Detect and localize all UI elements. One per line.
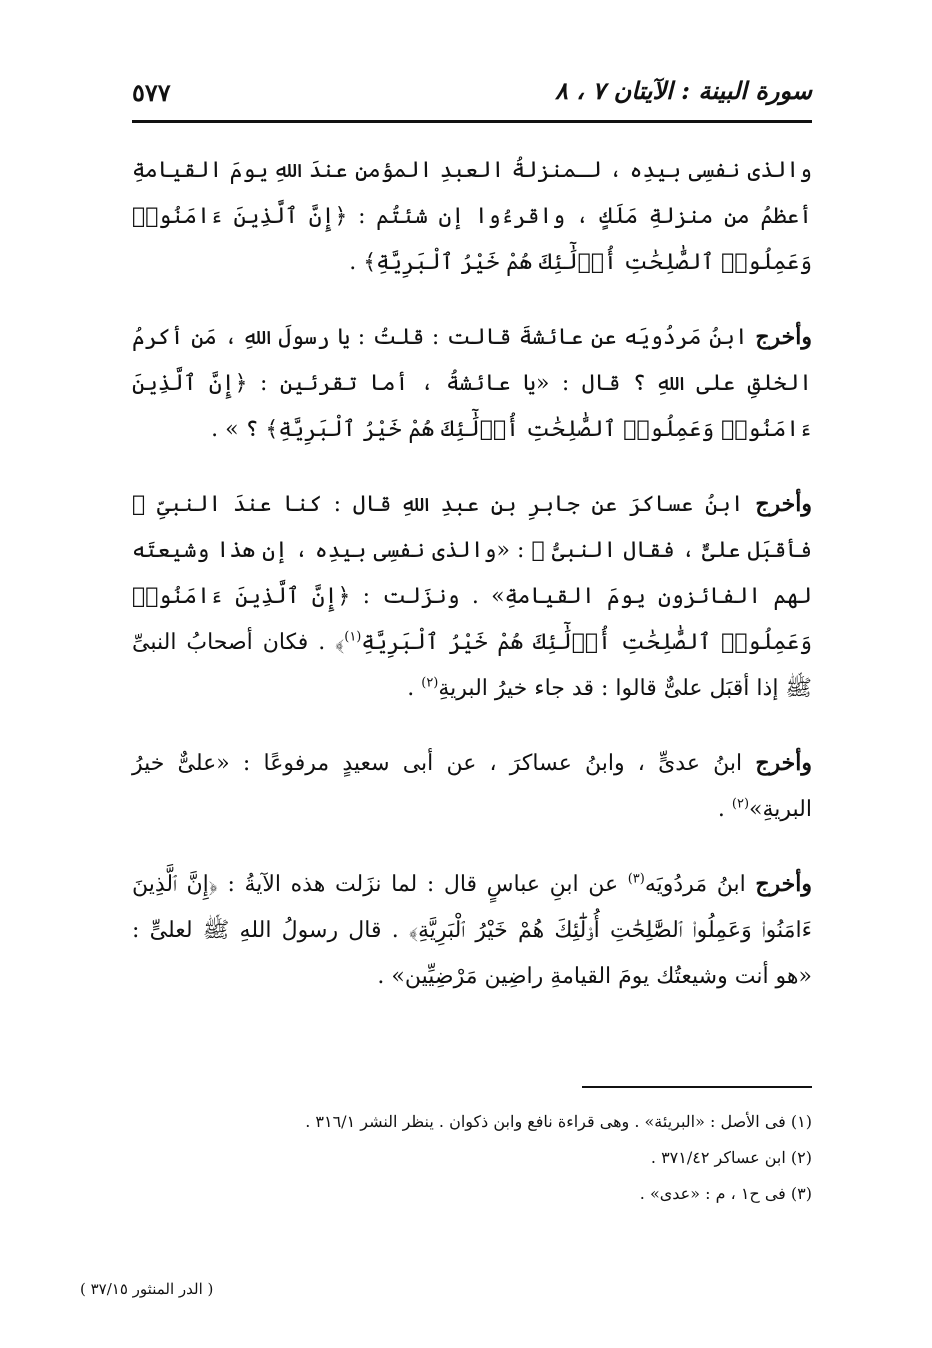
- paragraph-lead: وأخرج: [755, 871, 812, 897]
- footnote-1: (١) فى الأصل : «البريئة» . وهى قراءة نافع وابن ذكوان . ينظر النشر ٣١٦/١ .: [305, 1112, 812, 1131]
- paragraph-3: [132, 481, 812, 712]
- paragraph-text: ابنُ عدىٍّ ، وابنُ عساكرَ ، عن أبى سعيدٍ مرفوعًا : «علىٌّ خيرُ البريةِ»: [132, 751, 812, 822]
- paragraph-text-cont: ﴾ . فكان أصحابُ النبىِّ ﷺ إذا أقبَل علىٌّ قالوا : قد جاء خيرُ البريةِ: [132, 630, 812, 701]
- footnote-ref[interactable]: (٢): [421, 675, 439, 691]
- paragraph-4: [132, 740, 812, 833]
- footnote-ref[interactable]: (١): [344, 629, 362, 645]
- paragraph-2: [132, 314, 812, 453]
- running-title: سورة البينة : الآيتان ٧ ، ٨: [555, 76, 812, 105]
- header-rule: [132, 120, 812, 123]
- main-text: [132, 148, 812, 1028]
- paragraph-lead: وأخرج: [755, 750, 812, 776]
- paragraph-text-end: .: [717, 797, 732, 822]
- footnotes: [132, 1104, 812, 1212]
- paragraph-text: والذى نفسِى بيدِه ، لـمنزلةُ العبدِ المؤمنِ عندَ اللهِ يومَ القيامةِ أعظمُ من منزلةِ مَلَكٍ ، واقرءُوا إن شئتُم : ﴿إِنَّ ٱلَّذِينَ ءَامَنُوا۟ وَعَمِلُوا۟ ٱلصَّٰلِحَٰتِ أُو۟لَٰٓئِكَ هُمْ خَيْرُ ٱلْبَرِيَّةِ﴾ .: [132, 158, 812, 275]
- footnote-2: (٢) ابن عساكر ٣٧١/٤٢ .: [650, 1148, 812, 1167]
- footnote-rule: [582, 1086, 812, 1088]
- paragraph-5: [132, 861, 812, 1000]
- footnote-ref[interactable]: (٢): [731, 796, 750, 812]
- paragraph-text: ابنُ عساكرَ عن جابرِ بنِ عبدِ اللهِ قال : كنا عندَ النبىِّ ﷺ فأقبَل علىٌّ ، فقال النبىُّ ﷺ : «والذى نفسِى بيدِه ، إن هذا وشيعتَه لهم الفائزون يومَ القيامةِ» . ونزَلت : ﴿إِنَّ ٱلَّذِينَ ءَامَنُوا۟ وَعَمِلُوا۟ ٱلصَّٰلِحَٰتِ أُو۟لَٰٓئِكَ هُمْ خَيْرُ ٱلْبَرِيَّةِ: [132, 492, 813, 655]
- paragraph-lead: وأخرج: [755, 324, 812, 350]
- footnote-ref[interactable]: (٣): [627, 871, 645, 887]
- page-number: ٥٧٧: [132, 78, 171, 107]
- page-header: [132, 72, 812, 118]
- paragraph-text: ابنُ مَردُويَه عن عائشةَ قالت : قلتُ : يا رسولَ اللهِ ، مَن أكرمُ الخلقِ على اللهِ ؟ قال : «يا عائشةُ ، أما تقرئين : ﴿إِنَّ ٱلَّذِينَ ءَامَنُوا۟ وَعَمِلُوا۟ ٱلصَّٰلِحَٰتِ أُو۟لَٰٓئِكَ هُمْ خَيْرُ ٱلْبَرِيَّةِ﴾ ؟ » .: [132, 325, 812, 442]
- paragraph-text: ابنُ مَردُويَه: [644, 872, 756, 897]
- paragraph-1: [132, 148, 812, 286]
- paragraph-text-end: .: [407, 676, 422, 701]
- paragraph-lead: وأخرج: [755, 491, 812, 517]
- paragraph-text-cont: عن ابنِ عباسٍ قال : لما نزَلت هذه الآيةُ : ﴿إِنَّ ٱلَّذِينَ ءَامَنُوا۟ وَعَمِلُوا۟ ٱلصَّٰلِحَٰتِ أُو۟لَٰٓئِكَ هُمْ خَيْرُ ٱلْبَرِيَّةِ﴾ . قال رسولُ اللهِ ﷺ لعلىٍّ : «هو أنت وشيعتُك يومَ القيامةِ راضِين مَرْضِيِّين» .: [132, 872, 812, 989]
- source-note: ( الدر المنثور ٣٧/١٥ ): [80, 1280, 214, 1298]
- footnote-3: (٣) فى ح١ ، م : «عدى» .: [639, 1184, 812, 1203]
